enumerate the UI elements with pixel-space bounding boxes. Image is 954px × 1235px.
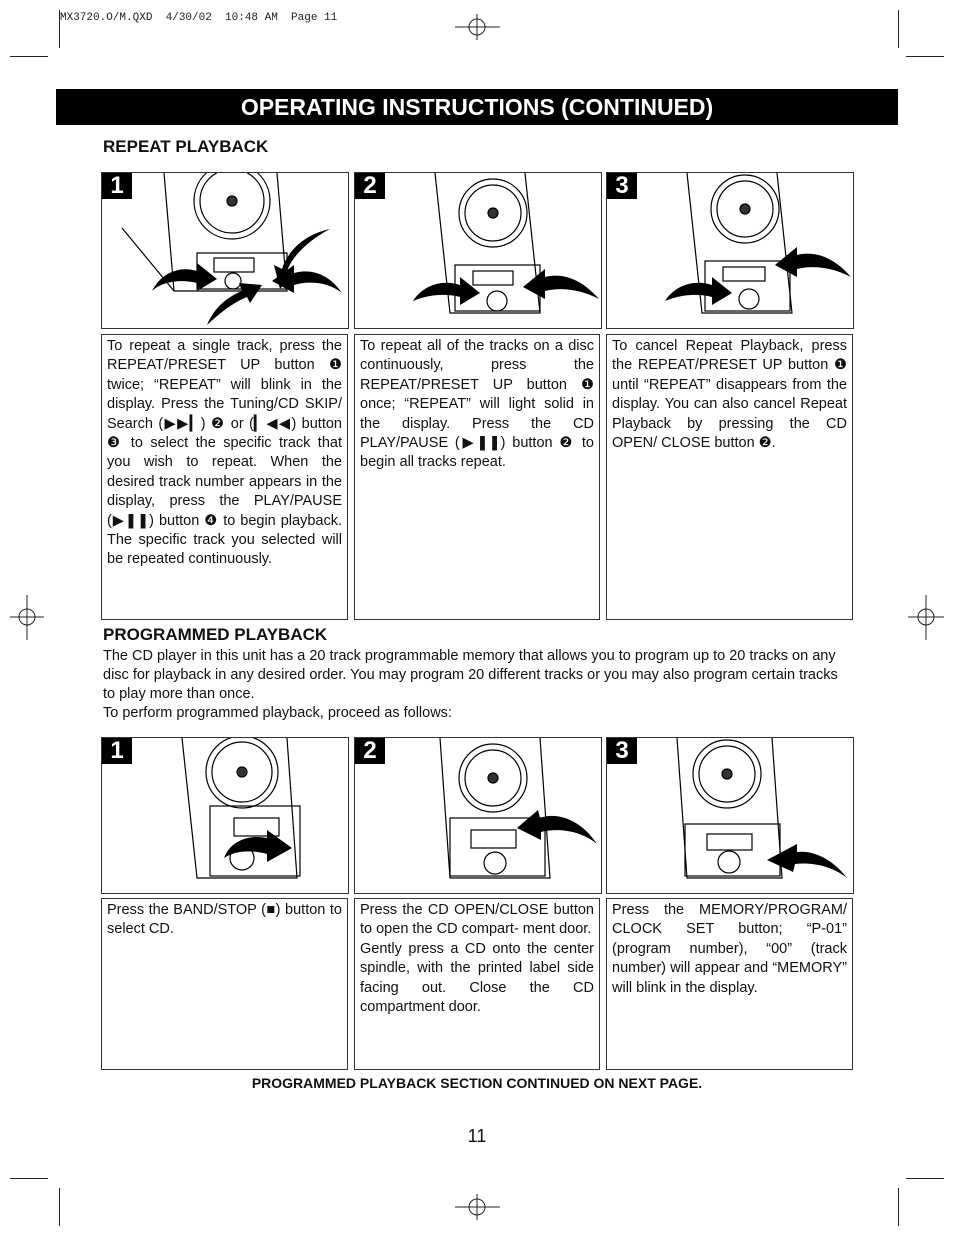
file-slug: MX3720.O/M.QXD 4/30/02 10:48 AM Page 11 (60, 12, 338, 24)
step-number: 3 (607, 738, 637, 764)
step-number: 1 (102, 173, 132, 199)
repeat-step-1-figure (101, 172, 349, 329)
stereo-illustration (355, 173, 601, 328)
repeat-step-2-figure (354, 172, 602, 329)
programmed-playback-heading: PROGRAMMED PLAYBACK (103, 625, 328, 644)
stereo-illustration (607, 173, 853, 328)
step-number: 3 (607, 173, 637, 199)
stereo-illustration (607, 738, 853, 893)
repeat-playback-heading: REPEAT PLAYBACK (103, 137, 269, 156)
step-number: 2 (355, 738, 385, 764)
stereo-illustration (102, 173, 348, 328)
program-step-3-text: Press the MEMORY/PROGRAM/ CLOCK SET button; “P-01” (program number), “00” (track number) will appear and “MEMORY” will blink in the display. (606, 898, 853, 1070)
program-step-3-figure (606, 737, 854, 894)
stereo-illustration (355, 738, 601, 893)
repeat-step-3-text: To cancel Repeat Playback, press the REPEAT/PRESET UP button ❶ until “REPEAT” disappears from the display. You can also cancel Repeat Playback by pressing the CD OPEN/ CLOSE button ❷. (606, 334, 853, 620)
stereo-illustration (102, 738, 348, 893)
programmed-intro: The CD player in this unit has a 20 track programmable memory that allows you to program up to 20 tracks on any disc for playback in any desired order. You may program 20 different tracks or you may also program certain tracks to play more than once. To perform programmed playback, proceed as follows: (103, 648, 838, 721)
step-number: 2 (355, 173, 385, 199)
repeat-step-3-figure (606, 172, 854, 329)
repeat-step-2-text: To repeat all of the tracks on a disc continuously, press the REPEAT/PRESET UP button ❶ once; “REPEAT” will light solid in the display. Press the CD PLAY/PAUSE (▶❚❚) button ❷ to begin all tracks repeat. (354, 334, 600, 620)
program-step-2-text: Press the CD OPEN/CLOSE button to open the CD compart- ment door. Gently press a CD onto the center spindle, with the printed label side facing out. Close the CD compartment door. (354, 898, 600, 1070)
step-number: 1 (102, 738, 132, 764)
page-number: 11 (467, 1126, 487, 1146)
page-title: OPERATING INSTRUCTIONS (CONTINUED) (56, 89, 898, 125)
program-step-1-text: Press the BAND/STOP (■) button to select CD. (101, 898, 348, 1070)
repeat-step-1-text: To repeat a single track, press the REPEAT/PRESET UP button ❶ twice; “REPEAT” will blink in the display. Press the Tuning/CD SKIP/ Search (▶▶▎) ❷ or (▎◀◀) button ❸ to select the specific track that you wish to repeat. When the desired track number appears in the display, press the PLAY/PAUSE (▶❚❚) button ❹ to begin playback. The specific track you selected will be repeated continuously. (101, 334, 348, 620)
continued-note: PROGRAMMED PLAYBACK SECTION CONTINUED ON NEXT PAGE. (251, 1075, 703, 1091)
program-step-1-figure (101, 737, 349, 894)
program-step-2-figure (354, 737, 602, 894)
